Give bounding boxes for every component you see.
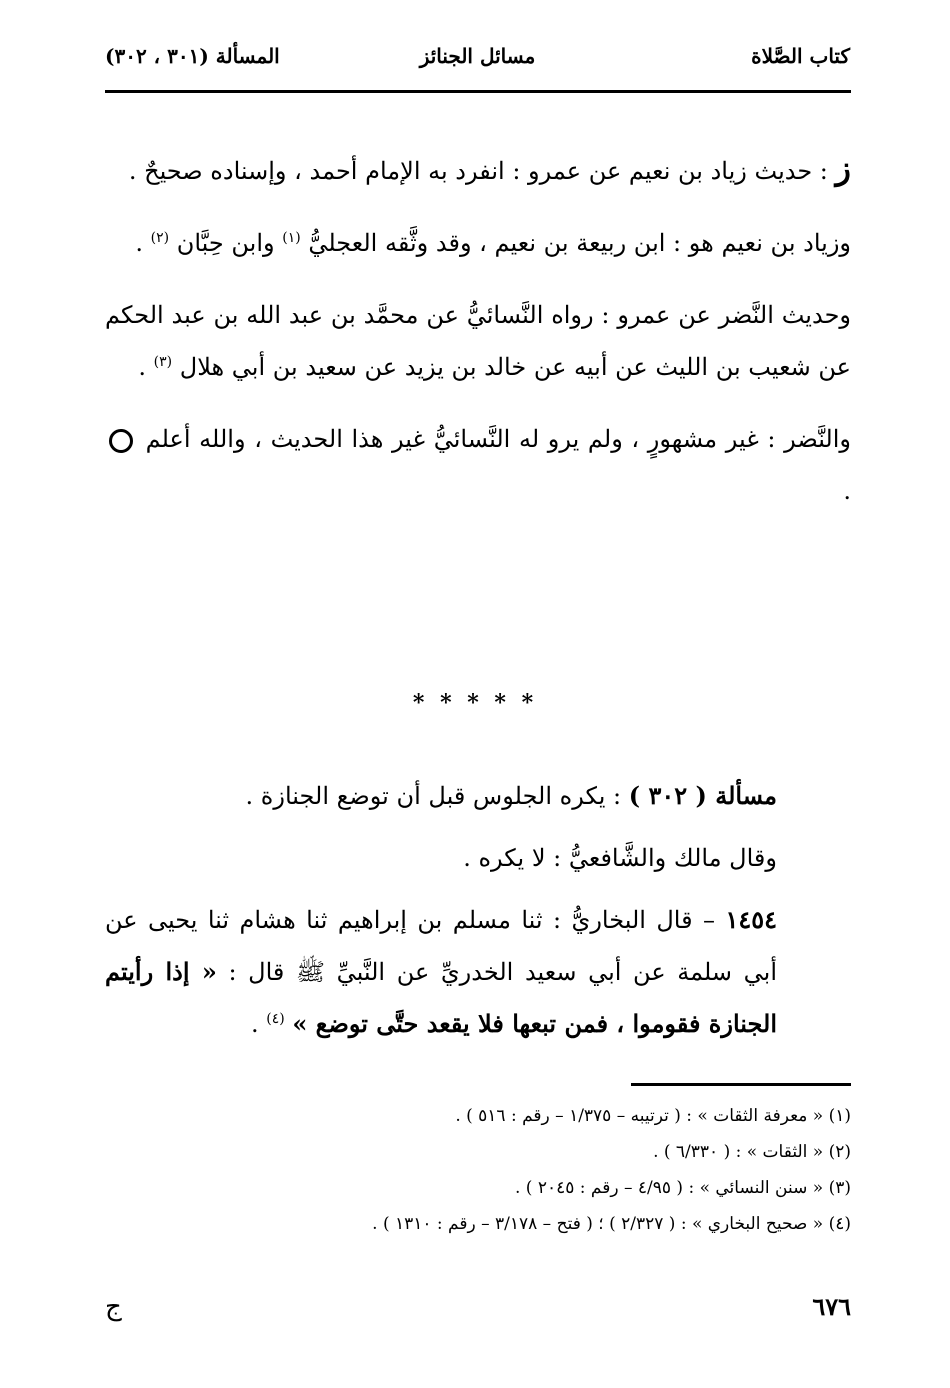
paragraph-text: . <box>843 477 851 505</box>
issue-heading <box>105 770 851 822</box>
zawaid-mark: ز <box>835 149 851 187</box>
issue-label: مسألة ( ٣٠٢ ) <box>628 781 777 810</box>
section-separator: * * * * * <box>412 690 538 716</box>
footnote-item: (٤) « صحيح البخاري » : ( ٢/٣٢٧ ) ؛ ( فتح – ٣/١٧٨ – رقم : ١٣١٠ ) . <box>372 1214 851 1234</box>
footnote-ref-3[interactable]: (٣) <box>153 354 173 370</box>
opinion-paragraph: وقال مالك والشَّافعيُّ : لا يكره . <box>463 844 777 872</box>
header-issue-range: المسألة (٣٠١ ، ٣٠٢) <box>105 44 280 68</box>
header-chapter-title: مسائل الجنائز <box>419 44 536 68</box>
header-book-title: كتاب الصَّلاة <box>751 44 850 68</box>
footnote-ref-2[interactable]: (٢) <box>150 230 170 246</box>
paragraph-text: . <box>138 353 146 381</box>
paragraph-nadr <box>105 413 851 517</box>
paragraph-text: وزياد بن نعيم هو : ابن ربيعة بن نعيم ، وقد وثَّقه العجليُّ <box>308 229 851 257</box>
footnote-ref-4[interactable]: (٤) <box>266 1011 285 1027</box>
footnote-ref-1[interactable]: (١) <box>282 230 301 246</box>
issue-302-section <box>105 770 851 1070</box>
paragraph-text: . <box>135 229 143 257</box>
hadith-number: ١٤٥٤ <box>725 905 778 934</box>
hadith-matn: « إذا رأيتم الجنازة فقوموا ، فمن تبعها فلا يقعد حتَّى توضع » <box>105 957 777 1038</box>
hadith-isnad: – قال البخاريُّ : ثنا مسلم بن إبراهيم ثنا هشام ثنا يحيى عن أبي سلمة عن أبي سعيد الخدريِّ عن النَّبيِّ ﷺ قال : <box>105 906 778 986</box>
issue-text: : يكره الجلوس قبل أن توضع الجنازة . <box>245 782 622 810</box>
footnote-item: (٢) « الثقات » : ( ٦/٣٣٠ ) . <box>653 1142 851 1162</box>
paragraph-text: والنَّضر : غير مشهورٍ ، ولم يرو له النَّسائيُّ غير هذا الحديث ، والله أعلم <box>145 425 851 453</box>
header-divider <box>105 90 851 93</box>
footnotes <box>105 1098 851 1242</box>
paragraph-nadr-hadith <box>105 289 851 393</box>
footnote-item: (١) « معرفة الثقات » : ( ترتيبه – ١/٣٧٥ – رقم : ٥١٦ ) . <box>455 1106 851 1126</box>
page-number: ٦٧٦ <box>812 1292 851 1321</box>
paragraph-text: . <box>250 1010 259 1038</box>
paragraph-text: : حديث زياد بن نعيم عن عمرو : انفرد به الإمام أحمد ، وإسناده صحيحٌ . <box>128 157 828 185</box>
printer-signature: ج <box>105 1292 122 1322</box>
paragraph-text: وحديث النَّضر عن عمرو : رواه النَّسائيُّ عن محمَّد بن عبد الله بن عبد الحكم عن شعيب بن الليث عن أبيه عن خالد بن يزيد عن سعيد بن أبي هلال <box>105 301 851 381</box>
main-text-top <box>105 142 851 537</box>
footnote-divider <box>631 1083 851 1086</box>
running-header <box>105 44 850 84</box>
end-circle-icon <box>109 429 133 453</box>
paragraph-zawaid <box>105 142 851 197</box>
paragraph-ziyad <box>105 217 851 269</box>
footnote-item: (٣) « سنن النسائي » : ( ٤/٩٥ – رقم : ٢٠٤٥ ) . <box>515 1178 851 1198</box>
paragraph-text: وابن حِبَّان <box>176 229 275 257</box>
hadith-paragraph <box>105 894 851 1050</box>
